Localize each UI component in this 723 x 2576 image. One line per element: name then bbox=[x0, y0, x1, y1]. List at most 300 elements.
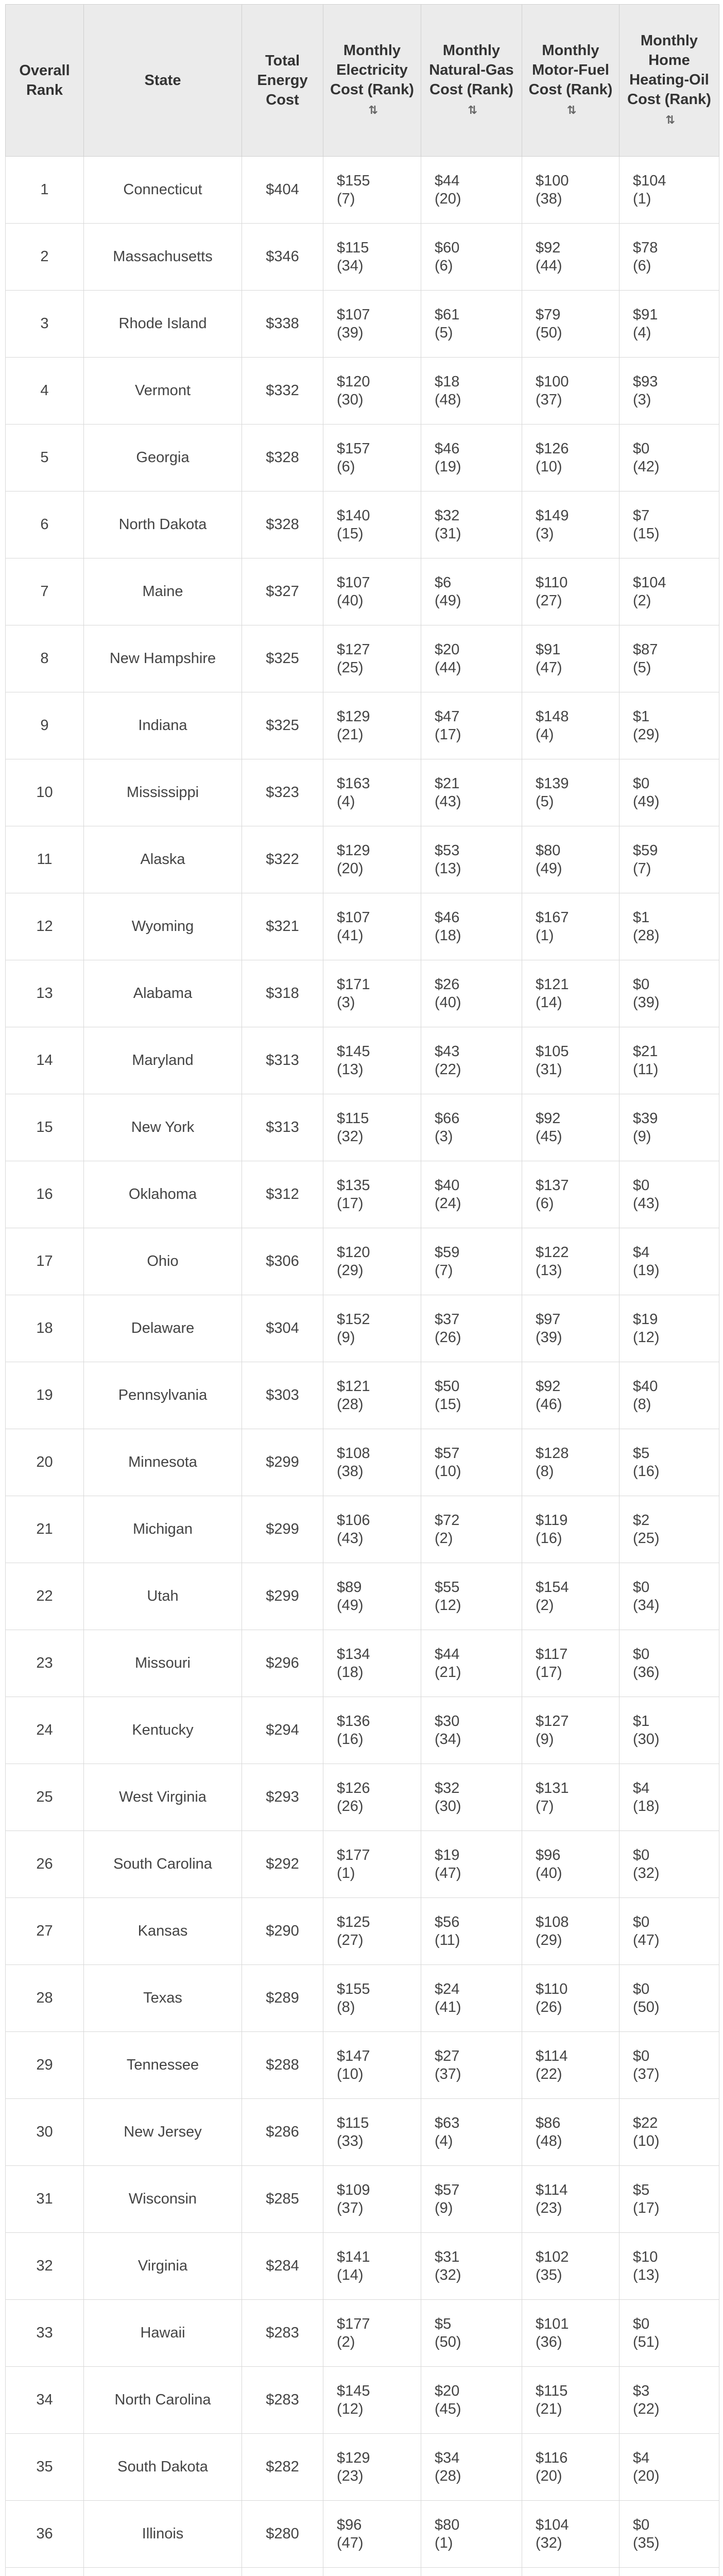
state-cell-value: Rhode Island bbox=[118, 315, 207, 332]
table-row bbox=[6, 2300, 719, 2367]
rank-cell-value: 18 bbox=[36, 1320, 53, 1336]
heating-oil-cost-cell-value: $5 bbox=[633, 1445, 650, 1462]
motor-fuel-cost-cell-rank: (20) bbox=[536, 2467, 562, 2484]
heating-oil-cost-cell-rank: (18) bbox=[633, 1798, 660, 1815]
state-cell bbox=[84, 1965, 242, 2032]
table-row bbox=[6, 558, 719, 625]
rank-cell-value: 6 bbox=[40, 516, 49, 533]
electricity-cost-cell-rank: (13) bbox=[337, 1061, 364, 1078]
natural-gas-cost-cell-value: $32 bbox=[435, 1780, 460, 1797]
state-cell bbox=[84, 1161, 242, 1228]
motor-fuel-cost-cell-value: $119 bbox=[536, 1512, 568, 1529]
total-cost-cell bbox=[242, 2166, 323, 2233]
state-cell bbox=[84, 1697, 242, 1764]
electricity-cost-cell-rank: (34) bbox=[337, 257, 364, 274]
motor-fuel-cost-cell bbox=[522, 960, 619, 1027]
electricity-cost-cell-rank: (21) bbox=[337, 726, 364, 743]
rank-cell-value: 25 bbox=[36, 1789, 53, 1805]
motor-fuel-cost-cell-rank: (22) bbox=[536, 2065, 562, 2082]
electricity-cost-cell-rank: (33) bbox=[337, 2132, 364, 2149]
electricity-cost-cell bbox=[323, 1630, 421, 1697]
state-cell-value: Wyoming bbox=[131, 918, 194, 935]
heating-oil-cost-cell bbox=[619, 2166, 719, 2233]
motor-fuel-cost-cell bbox=[522, 2568, 619, 2576]
header-overall-rank[interactable]: Overall Rank bbox=[6, 5, 84, 157]
total-cost-cell-value: $303 bbox=[266, 1387, 299, 1403]
state-cell bbox=[84, 157, 242, 224]
header-heating-oil-cost[interactable]: Monthly Home Heating-Oil Cost (Rank) ⇅ bbox=[619, 5, 719, 157]
natural-gas-cost-cell-value: $21 bbox=[435, 775, 460, 792]
electricity-cost-cell-rank: (28) bbox=[337, 1396, 364, 1413]
total-cost-cell bbox=[242, 1027, 323, 1094]
rank-cell bbox=[6, 1362, 84, 1429]
motor-fuel-cost-cell-rank: (16) bbox=[536, 1530, 562, 1547]
state-cell-value: New York bbox=[131, 1119, 195, 1136]
state-cell-value: Kentucky bbox=[132, 1722, 194, 1738]
total-cost-cell bbox=[242, 492, 323, 558]
natural-gas-cost-cell-rank: (6) bbox=[435, 257, 453, 274]
natural-gas-cost-cell bbox=[421, 2367, 522, 2434]
electricity-cost-cell bbox=[323, 1563, 421, 1630]
motor-fuel-cost-cell bbox=[522, 1496, 619, 1563]
electricity-cost-cell-value: $109 bbox=[337, 2181, 370, 2198]
electricity-cost-cell bbox=[323, 492, 421, 558]
motor-fuel-cost-cell-value: $100 bbox=[536, 373, 569, 390]
total-cost-cell bbox=[242, 1764, 323, 1831]
total-cost-cell-value: $325 bbox=[266, 650, 299, 667]
table-row bbox=[6, 1965, 719, 2032]
table-row bbox=[6, 358, 719, 425]
electricity-cost-cell-value: $120 bbox=[337, 1244, 370, 1261]
total-cost-cell bbox=[242, 1965, 323, 2032]
natural-gas-cost-cell bbox=[421, 358, 522, 425]
state-cell bbox=[84, 1563, 242, 1630]
heating-oil-cost-cell bbox=[619, 2434, 719, 2501]
state-cell-value: Alabama bbox=[133, 985, 193, 1002]
state-cell bbox=[84, 1429, 242, 1496]
rank-cell-value: 34 bbox=[36, 2392, 53, 2408]
total-cost-cell bbox=[242, 1630, 323, 1697]
motor-fuel-cost-cell bbox=[522, 558, 619, 625]
natural-gas-cost-cell bbox=[421, 1161, 522, 1228]
heating-oil-cost-cell-value: $40 bbox=[633, 1378, 658, 1395]
natural-gas-cost-cell-value: $53 bbox=[435, 842, 460, 859]
total-cost-cell-value: $318 bbox=[266, 985, 299, 1002]
motor-fuel-cost-cell-rank: (31) bbox=[536, 1061, 562, 1078]
table-row bbox=[6, 759, 719, 826]
electricity-cost-cell-rank: (26) bbox=[337, 1798, 364, 1815]
rank-cell-value: 3 bbox=[40, 315, 49, 332]
rank-cell bbox=[6, 1965, 84, 2032]
electricity-cost-cell bbox=[323, 1697, 421, 1764]
motor-fuel-cost-cell bbox=[522, 2501, 619, 2568]
heating-oil-cost-cell-value: $1 bbox=[633, 708, 650, 725]
motor-fuel-cost-cell-rank: (5) bbox=[536, 793, 554, 810]
state-cell bbox=[84, 1831, 242, 1898]
rank-cell-value: 5 bbox=[40, 449, 49, 466]
natural-gas-cost-cell bbox=[421, 893, 522, 960]
heating-oil-cost-cell bbox=[619, 1161, 719, 1228]
rank-cell bbox=[6, 1295, 84, 1362]
motor-fuel-cost-cell bbox=[522, 2166, 619, 2233]
natural-gas-cost-cell-rank: (49) bbox=[435, 592, 461, 609]
natural-gas-cost-cell-value: $61 bbox=[435, 306, 460, 323]
motor-fuel-cost-cell-rank: (14) bbox=[536, 994, 562, 1011]
motor-fuel-cost-cell-value: $80 bbox=[536, 842, 561, 859]
motor-fuel-cost-cell-rank: (37) bbox=[536, 391, 562, 408]
heating-oil-cost-cell-rank: (6) bbox=[633, 257, 651, 274]
state-cell bbox=[84, 960, 242, 1027]
electricity-cost-cell-rank: (8) bbox=[337, 1998, 355, 2015]
motor-fuel-cost-cell-rank: (49) bbox=[536, 860, 562, 877]
motor-fuel-cost-cell bbox=[522, 1362, 619, 1429]
rank-cell-value: 33 bbox=[36, 2325, 53, 2341]
state-cell bbox=[84, 492, 242, 558]
total-cost-cell bbox=[242, 759, 323, 826]
total-cost-cell-value: $283 bbox=[266, 2392, 299, 2408]
state-cell bbox=[84, 625, 242, 692]
total-cost-cell-value: $296 bbox=[266, 1655, 299, 1671]
motor-fuel-cost-cell-rank: (2) bbox=[536, 1597, 554, 1614]
state-cell bbox=[84, 2501, 242, 2568]
motor-fuel-cost-cell-value: $92 bbox=[536, 1378, 561, 1395]
rank-cell-value: 30 bbox=[36, 2124, 53, 2140]
motor-fuel-cost-cell-rank: (50) bbox=[536, 324, 562, 341]
total-cost-cell-value: $285 bbox=[266, 2191, 299, 2207]
total-cost-cell bbox=[242, 1295, 323, 1362]
rank-cell-value: 35 bbox=[36, 2459, 53, 2475]
heating-oil-cost-cell bbox=[619, 425, 719, 492]
header-motor-fuel-cost[interactable]: Monthly Motor-Fuel Cost (Rank) ⇅ bbox=[522, 5, 619, 157]
electricity-cost-cell-rank: (1) bbox=[337, 1865, 355, 1882]
header-total-energy-cost[interactable]: Total Energy Cost bbox=[242, 5, 323, 157]
electricity-cost-cell bbox=[323, 1831, 421, 1898]
rank-cell-value: 10 bbox=[36, 784, 53, 801]
state-cell-value: Delaware bbox=[131, 1320, 195, 1336]
heating-oil-cost-cell bbox=[619, 1295, 719, 1362]
rank-cell bbox=[6, 1429, 84, 1496]
natural-gas-cost-cell-rank: (30) bbox=[435, 1798, 461, 1815]
total-cost-cell bbox=[242, 1831, 323, 1898]
electricity-cost-cell-value: $129 bbox=[337, 842, 370, 859]
heating-oil-cost-cell-value: $104 bbox=[633, 172, 666, 189]
motor-fuel-cost-cell-rank: (35) bbox=[536, 2266, 562, 2283]
natural-gas-cost-cell-value: $46 bbox=[435, 909, 460, 926]
motor-fuel-cost-cell bbox=[522, 1630, 619, 1697]
electricity-cost-cell-rank: (43) bbox=[337, 1530, 364, 1547]
heating-oil-cost-cell-value: $0 bbox=[633, 1177, 650, 1194]
natural-gas-cost-cell bbox=[421, 2501, 522, 2568]
rank-cell bbox=[6, 960, 84, 1027]
header-state[interactable]: State bbox=[84, 5, 242, 157]
motor-fuel-cost-cell bbox=[522, 157, 619, 224]
total-cost-cell bbox=[242, 2300, 323, 2367]
motor-fuel-cost-cell bbox=[522, 1429, 619, 1496]
state-cell bbox=[84, 1362, 242, 1429]
heating-oil-cost-cell-rank: (7) bbox=[633, 860, 651, 877]
motor-fuel-cost-cell-value: $110 bbox=[536, 574, 568, 591]
electricity-cost-cell bbox=[323, 893, 421, 960]
total-cost-cell bbox=[242, 2367, 323, 2434]
natural-gas-cost-cell-rank: (37) bbox=[435, 2065, 461, 2082]
rank-cell bbox=[6, 1898, 84, 1965]
table-row bbox=[6, 2233, 719, 2300]
motor-fuel-cost-cell-value: $154 bbox=[536, 1579, 569, 1596]
table-row bbox=[6, 1630, 719, 1697]
rank-cell-value: 36 bbox=[36, 2526, 53, 2542]
state-cell-value: Indiana bbox=[138, 717, 187, 734]
heating-oil-cost-cell bbox=[619, 2233, 719, 2300]
natural-gas-cost-cell-rank: (13) bbox=[435, 860, 461, 877]
electricity-cost-cell-value: $141 bbox=[337, 2248, 370, 2265]
heating-oil-cost-cell-value: $0 bbox=[633, 1579, 650, 1596]
table-row bbox=[6, 1764, 719, 1831]
total-cost-cell bbox=[242, 1496, 323, 1563]
electricity-cost-cell bbox=[323, 2501, 421, 2568]
electricity-cost-cell-rank: (38) bbox=[337, 1463, 364, 1480]
electricity-cost-cell bbox=[323, 558, 421, 625]
table-row bbox=[6, 692, 719, 759]
heating-oil-cost-cell-value: $0 bbox=[633, 775, 650, 792]
natural-gas-cost-cell-rank: (20) bbox=[435, 190, 461, 207]
state-cell bbox=[84, 291, 242, 358]
electricity-cost-cell-value: $107 bbox=[337, 909, 370, 926]
electricity-cost-cell-value: $140 bbox=[337, 507, 370, 524]
electricity-cost-cell-value: $157 bbox=[337, 440, 370, 457]
total-cost-cell-value: $325 bbox=[266, 717, 299, 734]
motor-fuel-cost-cell bbox=[522, 2099, 619, 2166]
natural-gas-cost-cell-rank: (28) bbox=[435, 2467, 461, 2484]
motor-fuel-cost-cell-rank: (8) bbox=[536, 1463, 554, 1480]
motor-fuel-cost-cell-rank: (45) bbox=[536, 1128, 562, 1145]
motor-fuel-cost-cell-rank: (36) bbox=[536, 2333, 562, 2350]
state-cell bbox=[84, 2099, 242, 2166]
heating-oil-cost-cell-value: $22 bbox=[633, 2114, 658, 2131]
rank-cell bbox=[6, 1764, 84, 1831]
motor-fuel-cost-cell bbox=[522, 1697, 619, 1764]
state-cell-value: Missouri bbox=[135, 1655, 191, 1671]
heating-oil-cost-cell bbox=[619, 2367, 719, 2434]
heating-oil-cost-cell-value: $19 bbox=[633, 1311, 658, 1328]
heating-oil-cost-cell-value: $87 bbox=[633, 641, 658, 658]
natural-gas-cost-cell-value: $20 bbox=[435, 641, 460, 658]
header-natural-gas-cost[interactable]: Monthly Natural-Gas Cost (Rank) ⇅ bbox=[421, 5, 522, 157]
electricity-cost-cell bbox=[323, 1496, 421, 1563]
table-row bbox=[6, 1228, 719, 1295]
rank-cell bbox=[6, 2568, 84, 2576]
motor-fuel-cost-cell-value: $79 bbox=[536, 306, 561, 323]
electricity-cost-cell bbox=[323, 1295, 421, 1362]
heating-oil-cost-cell-rank: (29) bbox=[633, 726, 660, 743]
total-cost-cell bbox=[242, 1563, 323, 1630]
heating-oil-cost-cell-rank: (22) bbox=[633, 2400, 660, 2417]
electricity-cost-cell-value: $152 bbox=[337, 1311, 370, 1328]
natural-gas-cost-cell-value: $37 bbox=[435, 1311, 460, 1328]
table-row bbox=[6, 2501, 719, 2568]
motor-fuel-cost-cell bbox=[522, 1228, 619, 1295]
heating-oil-cost-cell bbox=[619, 625, 719, 692]
sort-icon[interactable]: ⇅ bbox=[368, 104, 378, 116]
natural-gas-cost-cell-rank: (1) bbox=[435, 2534, 453, 2551]
total-cost-cell bbox=[242, 2568, 323, 2576]
state-cell bbox=[84, 2367, 242, 2434]
rank-cell-value: 23 bbox=[36, 1655, 53, 1671]
heating-oil-cost-cell bbox=[619, 157, 719, 224]
motor-fuel-cost-cell-value: $167 bbox=[536, 909, 569, 926]
natural-gas-cost-cell bbox=[421, 1630, 522, 1697]
total-cost-cell-value: $323 bbox=[266, 784, 299, 801]
sort-icon[interactable]: ⇅ bbox=[566, 104, 577, 116]
motor-fuel-cost-cell bbox=[522, 291, 619, 358]
total-cost-cell-value: $286 bbox=[266, 2124, 299, 2140]
electricity-cost-cell bbox=[323, 2032, 421, 2099]
natural-gas-cost-cell-rank: (24) bbox=[435, 1195, 461, 1212]
natural-gas-cost-cell-value: $59 bbox=[435, 1244, 460, 1261]
sort-icon[interactable]: ⇅ bbox=[468, 104, 477, 116]
natural-gas-cost-cell-value: $57 bbox=[435, 1445, 460, 1462]
natural-gas-cost-cell-value: $50 bbox=[435, 1378, 460, 1395]
heating-oil-cost-cell-value: $4 bbox=[633, 1780, 650, 1797]
table-row bbox=[6, 1429, 719, 1496]
heating-oil-cost-cell bbox=[619, 2300, 719, 2367]
sort-icon[interactable]: ⇅ bbox=[665, 113, 675, 126]
motor-fuel-cost-cell-value: $117 bbox=[536, 1646, 568, 1663]
electricity-cost-cell bbox=[323, 692, 421, 759]
natural-gas-cost-cell bbox=[421, 1228, 522, 1295]
heating-oil-cost-cell-value: $5 bbox=[633, 2181, 650, 2198]
header-electricity-cost[interactable]: Monthly Electricity Cost (Rank) ⇅ bbox=[323, 5, 421, 157]
electricity-cost-cell-value: $135 bbox=[337, 1177, 370, 1194]
natural-gas-cost-cell-value: $56 bbox=[435, 1913, 460, 1930]
electricity-cost-cell bbox=[323, 1965, 421, 2032]
heating-oil-cost-cell bbox=[619, 2032, 719, 2099]
total-cost-cell-value: $321 bbox=[266, 918, 299, 935]
heating-oil-cost-cell-value: $0 bbox=[633, 1980, 650, 1997]
natural-gas-cost-cell bbox=[421, 224, 522, 291]
electricity-cost-cell-rank: (15) bbox=[337, 525, 364, 542]
rank-cell-value: 13 bbox=[36, 985, 53, 1002]
natural-gas-cost-cell-rank: (4) bbox=[435, 2132, 453, 2149]
heating-oil-cost-cell-value: $21 bbox=[633, 1043, 658, 1060]
natural-gas-cost-cell-rank: (19) bbox=[435, 458, 461, 475]
electricity-cost-cell-rank: (20) bbox=[337, 860, 364, 877]
natural-gas-cost-cell bbox=[421, 826, 522, 893]
motor-fuel-cost-cell-value: $96 bbox=[536, 1846, 561, 1863]
total-cost-cell-value: $293 bbox=[266, 1789, 299, 1805]
total-cost-cell-value: $338 bbox=[266, 315, 299, 332]
natural-gas-cost-cell-rank: (45) bbox=[435, 2400, 461, 2417]
natural-gas-cost-cell-rank: (31) bbox=[435, 525, 461, 542]
page bbox=[0, 4, 723, 2576]
motor-fuel-cost-cell-value: $86 bbox=[536, 2114, 561, 2131]
rank-cell bbox=[6, 826, 84, 893]
state-cell-value: Massachusetts bbox=[113, 248, 213, 265]
electricity-cost-cell bbox=[323, 1161, 421, 1228]
heating-oil-cost-cell-value: $104 bbox=[633, 574, 666, 591]
total-cost-cell-value: $332 bbox=[266, 382, 299, 399]
heating-oil-cost-cell-value: $7 bbox=[633, 507, 650, 524]
state-cell bbox=[84, 759, 242, 826]
table-row bbox=[6, 1831, 719, 1898]
heating-oil-cost-cell-rank: (15) bbox=[633, 525, 660, 542]
total-cost-cell bbox=[242, 1228, 323, 1295]
total-cost-cell bbox=[242, 2099, 323, 2166]
total-cost-cell bbox=[242, 893, 323, 960]
natural-gas-cost-cell-rank: (9) bbox=[435, 2199, 453, 2216]
natural-gas-cost-cell-value: $43 bbox=[435, 1043, 460, 1060]
heating-oil-cost-cell-rank: (35) bbox=[633, 2534, 660, 2551]
total-cost-cell-value: $284 bbox=[266, 2258, 299, 2274]
total-cost-cell-value: $280 bbox=[266, 2526, 299, 2542]
rank-cell-value: 27 bbox=[36, 1923, 53, 1939]
rank-cell bbox=[6, 1161, 84, 1228]
heating-oil-cost-cell bbox=[619, 558, 719, 625]
motor-fuel-cost-cell-value: $115 bbox=[536, 2382, 568, 2399]
table-row bbox=[6, 1295, 719, 1362]
state-cell bbox=[84, 224, 242, 291]
heating-oil-cost-cell-rank: (10) bbox=[633, 2132, 660, 2149]
motor-fuel-cost-cell-value: $102 bbox=[536, 2248, 569, 2265]
natural-gas-cost-cell bbox=[421, 1295, 522, 1362]
heating-oil-cost-cell-value: $93 bbox=[633, 373, 658, 390]
state-cell-value: Alaska bbox=[140, 851, 185, 868]
motor-fuel-cost-cell-rank: (38) bbox=[536, 190, 562, 207]
motor-fuel-cost-cell-value: $92 bbox=[536, 1110, 561, 1127]
natural-gas-cost-cell bbox=[421, 1898, 522, 1965]
rank-cell bbox=[6, 2300, 84, 2367]
state-cell bbox=[84, 1630, 242, 1697]
natural-gas-cost-cell-value: $66 bbox=[435, 1110, 460, 1127]
total-cost-cell-value: $299 bbox=[266, 1521, 299, 1537]
motor-fuel-cost-cell-rank: (7) bbox=[536, 1798, 554, 1815]
state-cell bbox=[84, 1898, 242, 1965]
electricity-cost-cell-value: $107 bbox=[337, 306, 370, 323]
heating-oil-cost-cell bbox=[619, 2568, 719, 2576]
electricity-cost-cell-value: $145 bbox=[337, 1043, 370, 1060]
heating-oil-cost-cell bbox=[619, 1697, 719, 1764]
total-cost-cell bbox=[242, 1429, 323, 1496]
motor-fuel-cost-cell bbox=[522, 1094, 619, 1161]
heating-oil-cost-cell-rank: (43) bbox=[633, 1195, 660, 1212]
electricity-cost-cell-value: $145 bbox=[337, 2382, 370, 2399]
state-cell bbox=[84, 558, 242, 625]
electricity-cost-cell bbox=[323, 358, 421, 425]
total-cost-cell-value: $328 bbox=[266, 516, 299, 533]
state-cell-value: North Carolina bbox=[114, 2392, 211, 2408]
heating-oil-cost-cell-rank: (49) bbox=[633, 793, 660, 810]
rank-cell-value: 26 bbox=[36, 1856, 53, 1872]
total-cost-cell-value: $312 bbox=[266, 1186, 299, 1202]
rank-cell bbox=[6, 1831, 84, 1898]
total-cost-cell bbox=[242, 425, 323, 492]
natural-gas-cost-cell bbox=[421, 2300, 522, 2367]
natural-gas-cost-cell bbox=[421, 1563, 522, 1630]
rank-cell-value: 21 bbox=[36, 1521, 53, 1537]
electricity-cost-cell-rank: (7) bbox=[337, 190, 355, 207]
heating-oil-cost-cell-value: $59 bbox=[633, 842, 658, 859]
rank-cell bbox=[6, 2434, 84, 2501]
rank-cell-value: 2 bbox=[40, 248, 49, 265]
natural-gas-cost-cell-value: $44 bbox=[435, 172, 460, 189]
motor-fuel-cost-cell-rank: (44) bbox=[536, 257, 562, 274]
natural-gas-cost-cell-rank: (44) bbox=[435, 659, 461, 676]
rank-cell-value: 1 bbox=[40, 181, 49, 198]
rank-cell bbox=[6, 492, 84, 558]
electricity-cost-cell bbox=[323, 2233, 421, 2300]
rank-cell bbox=[6, 2501, 84, 2568]
motor-fuel-cost-cell-value: $127 bbox=[536, 1713, 569, 1730]
motor-fuel-cost-cell-value: $131 bbox=[536, 1780, 569, 1797]
